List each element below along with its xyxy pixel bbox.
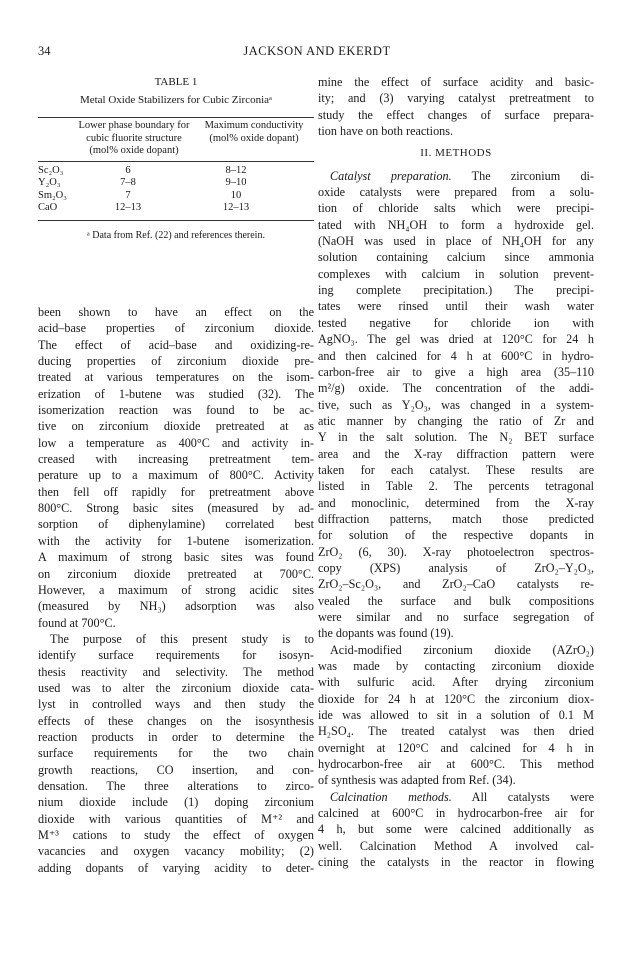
text-line: calcined at 600°C in hydrocarbon-free air for <box>318 806 594 821</box>
text-line: hydrocarbon-free air at 600°C. This method <box>318 757 594 772</box>
text-line: was made by contacting zirconium dioxide <box>318 659 594 674</box>
text-line: copy (XPS) analysis of ZrO₂–Y₂O₃, <box>318 560 594 575</box>
text-line: identify surface requirements for isosyn- <box>38 648 314 663</box>
table-label: TABLE 1 <box>154 76 198 88</box>
text-line: (measured by NH₃) adsorption was also <box>38 599 314 614</box>
text-line: complexes with calcium in solution prevent- <box>318 266 594 281</box>
run-in-heading: Catalyst preparation. <box>330 168 452 183</box>
text-line: ide was allowed to sit in a solution of 0.1 M <box>318 708 594 723</box>
text-line: isomerization reaction was found to be ac- <box>38 403 314 418</box>
text-line: well. Calcination Method A involved cal- <box>318 838 594 853</box>
text-line: creased with increasing pretreatment tem- <box>38 452 314 467</box>
table-cell: 10 <box>230 189 242 201</box>
table-cell: 6 <box>125 164 131 176</box>
table-body <box>38 162 314 215</box>
text-line: with sulfuric acid. After drying zirconium <box>318 675 594 690</box>
text-line: densation. The three alterations to zirco- <box>38 778 314 793</box>
right-column <box>318 74 594 871</box>
text-line: tive, such as Y₂O₃, was changed in a system- <box>318 397 594 412</box>
text-line: reaction products in order to determine the <box>38 729 314 744</box>
text-line: oxide catalysts were prepared from a solu- <box>318 185 594 200</box>
section-heading: II. METHODS <box>420 147 492 160</box>
text-line: ity; and (3) varying catalyst pretreatment to <box>318 91 594 106</box>
text-line: then fell off rapidly for pretreatment above <box>38 484 314 499</box>
text-line: tive on zirconium dioxide pretreated at as <box>38 419 314 434</box>
table-cell: 7–8 <box>120 177 136 189</box>
text-line: overnight at 120°C and calcined for 4 h in <box>318 740 594 755</box>
running-title: JACKSON AND EKERDT <box>243 44 391 58</box>
text-fragment: All catalysts were <box>451 789 594 804</box>
text-line: vealed the surface and bulk compositions <box>318 593 594 608</box>
text-line: of synthesis was adapted from Ref. (34). <box>318 773 516 788</box>
left-body-text <box>38 304 314 876</box>
text-line: diffraction patterns, match those predicted <box>318 511 594 526</box>
table-header <box>38 118 314 161</box>
table-cell: 9–10 <box>225 177 247 189</box>
text-line: ZrO₂–Sc₂O₃, and ZrO₂–CaO catalysts re- <box>318 577 594 592</box>
text-line: dioxide with various quantities of M⁺² and <box>38 811 314 826</box>
text-line: taken for each catalyst. These results are <box>318 462 594 477</box>
text-line <box>318 789 594 805</box>
table-row <box>38 202 314 215</box>
text-line: growth reactions, CO insertion, and con- <box>38 762 314 777</box>
text-line: 800°C. Strong basic sites (measured by ad- <box>38 501 314 516</box>
table-header-cell: Maximum conductivity (mol% oxide dopant) <box>204 120 304 144</box>
text-line: ing complete precipitation.) The precipi- <box>318 283 594 298</box>
text-line: The effect of acid–base and oxidizing-re- <box>38 337 314 352</box>
text-line: perature up to a maximum of 800°C. Activity <box>38 468 314 483</box>
table-footnote: ᵃ Data from Ref. (22) and references therein. <box>87 229 265 241</box>
text-line: found at 700°C. <box>38 615 116 630</box>
text-line: H₂SO₄. The treated catalyst was then dried <box>318 724 594 739</box>
text-line: and monoclinic, determined from the X-ray <box>318 495 594 510</box>
page-header <box>38 44 596 60</box>
text-line: treated at various temperatures on the isom- <box>38 370 314 385</box>
text-line: AgNO₃. The gel was dried at 120°C for 24 h <box>318 332 594 347</box>
text-line: listed in Table 2. The percents tetragonal <box>318 479 594 494</box>
text-line: nium dioxide include (1) doping zirconium <box>38 795 314 810</box>
text-line: Acid-modified zirconium dioxide (AZrO₂) <box>330 642 594 657</box>
text-line <box>318 168 594 184</box>
table-bottom-rule <box>38 220 314 221</box>
text-line: adding dopants of varying acidity to deter- <box>38 860 314 875</box>
text-line: dioxide for 24 h at 120°C the zirconium diox- <box>318 691 594 706</box>
table-header-cell <box>38 120 74 158</box>
text-line: tested negative for chloride ion with <box>318 315 594 330</box>
text-line: tates were rinsed until their wash water <box>318 299 594 314</box>
text-line: acid–base properties of zirconium dioxide. <box>38 321 314 336</box>
table-row <box>38 190 314 203</box>
text-line: low a temperature as 400°C and activity in- <box>38 435 314 450</box>
text-line: ducing properties of zirconium dioxide pre- <box>38 354 314 369</box>
text-line: carbon-free air to give a high area (35–110 <box>318 364 594 379</box>
right-intro-text <box>318 74 594 139</box>
catalyst-preparation-text <box>318 168 594 789</box>
table-1 <box>38 74 314 274</box>
text-line: ZrO₂ (6, 30). X-ray photoelectron spectros- <box>318 544 594 559</box>
text-line: The purpose of this present study is to <box>50 631 314 646</box>
table-cell: 12–13 <box>114 202 142 214</box>
text-line: mine the effect of surface acidity and basic- <box>318 75 594 89</box>
table-cell: Y₂O₃ <box>38 177 61 189</box>
text-line: A maximum of strong basic sites was found <box>38 550 314 565</box>
text-line: Y in the salt solution. The N₂ BET surface <box>318 430 594 445</box>
table-cell: Sc₂O₃ <box>38 164 64 176</box>
table-cell: 8–12 <box>225 164 247 176</box>
text-line: were similar and no surface segregation of <box>318 610 594 624</box>
text-line: the dopants was found (19). <box>318 626 454 641</box>
text-line: for solution of the respective dopants in <box>318 528 594 543</box>
text-line: erization of 1-butene was studied (32). The <box>38 386 314 401</box>
text-line: lyst in controlled ways and then study the <box>38 697 314 712</box>
text-line: m²/g) oxide. The concentration of the addi- <box>318 381 594 396</box>
table-cell: 12–13 <box>222 202 250 214</box>
text-line: with the activity for 1-butene isomerization. <box>38 533 314 548</box>
table-row <box>38 165 314 178</box>
text-line: 4 h, but some were calcined additionally as <box>318 822 594 837</box>
table-caption: Metal Oxide Stabilizers for Cubic Zirconiaᵃ <box>79 94 273 107</box>
text-line: and then calcined for 4 h at 600°C in hydro- <box>318 348 594 363</box>
text-line: thesis reactivity and selectivity. The method <box>38 664 314 679</box>
table-header-cell: Lower phase boundary for cubic fluorite structure (mol% oxide dopant) <box>78 120 190 157</box>
table-cell: CaO <box>38 202 58 214</box>
text-line: study the effect changes of surface prepara- <box>318 107 594 122</box>
left-column <box>38 74 314 876</box>
calcination-methods-text <box>318 789 594 871</box>
page-number: 34 <box>38 44 51 58</box>
table-cell: Sm₂O₃ <box>38 189 67 201</box>
text-line: However, a maximum of strong acidic sites <box>38 582 314 597</box>
text-line: vacancies and oxygen vacancy mobility; (2) <box>38 844 314 859</box>
text-line: tion of chloride salts which were precipi- <box>318 201 594 216</box>
text-line: effects of these changes on the isosynthesis <box>38 713 314 728</box>
text-line: area and the X-ray diffraction pattern were <box>318 446 594 461</box>
text-line: atic manner by changing the ratio of Zr and <box>318 413 594 428</box>
text-line: M⁺³ cations to study the effect of oxygen <box>38 828 314 842</box>
text-line: (NaOH was used in place of NH₄OH for any <box>318 234 594 249</box>
text-line: cining the catalysts in the reactor in flowing <box>318 855 594 870</box>
text-line: on zirconium dioxide pretreated at 700°C. <box>38 566 314 581</box>
text-line: sorption of diphenylamine) correlated best <box>38 517 314 532</box>
text-line: surface requirements for the two chain <box>38 746 314 761</box>
run-in-heading: Calcination methods. <box>330 789 452 804</box>
table-cell: 7 <box>125 189 131 201</box>
text-line: solution containing calcium since ammonia <box>318 250 594 265</box>
text-line: tion have on both reactions. <box>318 124 454 139</box>
text-line: tated with NH₄OH to form a hydroxide gel. <box>318 217 594 232</box>
text-line: used was to alter the zirconium dioxide cata- <box>38 680 314 695</box>
table-row <box>38 177 314 190</box>
text-fragment: The zirconium di- <box>451 168 594 183</box>
text-line: been shown to have an effect on the <box>38 305 314 319</box>
